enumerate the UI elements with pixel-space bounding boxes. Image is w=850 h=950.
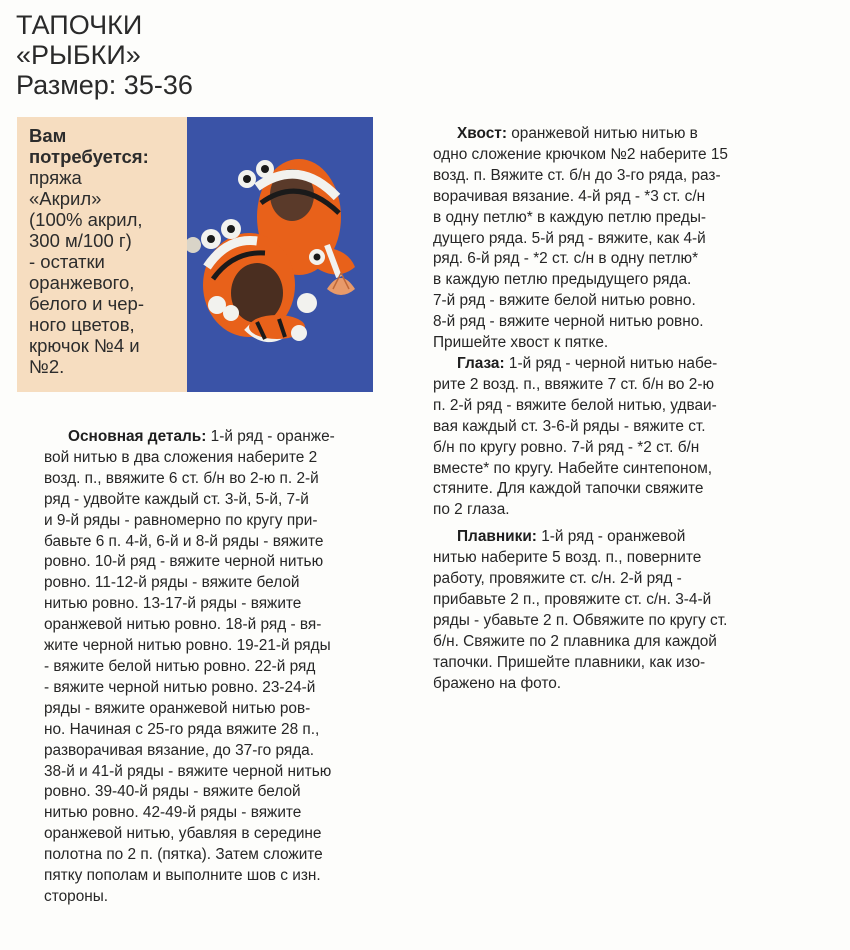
tail-heading: Хвост: <box>457 125 507 142</box>
main-part-section <box>44 427 400 908</box>
text-line: ряды - вяжите оранжевой нитью ров- <box>44 699 311 717</box>
text-line: оранжевой нитью, убавляя в середине <box>44 825 322 843</box>
text-line: вой нитью в два сложения наберите 2 <box>44 448 318 466</box>
text-line: 7-й ряд - вяжите белой нитью ровно. <box>433 292 696 310</box>
text-line: разворачивая вязание, до 37-го ряда. <box>44 741 315 759</box>
text-line: 8-й ряд - вяжите черной нитью ровно. <box>433 313 704 331</box>
materials-line: ного цветов, <box>29 314 135 335</box>
text-line: одно сложение крючком №2 наберите 15 <box>433 145 728 163</box>
main-part-first-text: 1-й ряд - оранже- <box>206 428 335 445</box>
tail-first-text: оранжевой нитью нитью в <box>506 125 698 142</box>
right-column <box>433 124 793 694</box>
materials-heading-2: потребуется: <box>29 146 149 167</box>
text-line: нитью наберите 5 возд. п., поверните <box>433 549 702 567</box>
text-line: нитью ровно. 13-17-й ряды - вяжите <box>44 595 302 613</box>
eyes-section <box>433 354 793 521</box>
text-line: ряд - удвойте каждый ст. 3-й, 5-й, 7-й <box>44 490 309 508</box>
text-line: работу, провяжите ст. с/н. 2-й ряд - <box>433 570 682 588</box>
materials-line: пряжа <box>29 167 82 188</box>
text-line: пятку пополам и выполните шов с изн. <box>44 867 321 885</box>
text-line: ряд. 6-й ряд - *2 ст. с/н в одну петлю* <box>433 250 699 268</box>
materials-line: №2. <box>29 356 65 377</box>
text-line: бавьте 6 п. 4-й, 6-й и 8-й ряды - вяжите <box>44 532 324 550</box>
text-line: возд. п. Вяжите ст. б/н до 3-го ряда, раз- <box>433 166 721 184</box>
text-line: в одну петлю* в каждую петлю преды- <box>433 208 707 226</box>
text-line: и 9-й ряды - равномерно по кругу при- <box>44 511 318 529</box>
size-line: Размер: 35-36 <box>16 70 193 100</box>
text-line: вместе* по кругу. Набейте синтепоном, <box>433 459 713 477</box>
tail-text <box>433 145 793 354</box>
text-line: дущего ряда. 5-й ряд - вяжите, как 4-й <box>433 229 706 247</box>
text-line: ровно. 10-й ряд - вяжите черной нитью <box>44 553 324 571</box>
text-line: но. Начиная с 25-го ряда вяжите 28 п., <box>44 720 320 738</box>
text-line: прибавьте 2 п., провяжите ст. с/н. 3-4-й <box>433 590 712 608</box>
text-line: б/н по кругу ровно. 7-й ряд - *2 ст. б/н <box>433 438 700 456</box>
fins-heading: Плавники: <box>457 528 537 546</box>
text-line: по 2 глаза. <box>433 501 510 519</box>
main-part-first-line <box>44 427 400 448</box>
text-line: ровно. 11-12-й ряды - вяжите белой <box>44 574 300 592</box>
text-line: п. 2-й ряд - вяжите белой нитью, удваи- <box>433 396 717 414</box>
fins-section <box>433 527 793 694</box>
slippers-illustration <box>187 117 373 392</box>
pattern-title <box>16 10 193 100</box>
eyes-heading: Глаза: <box>457 354 505 372</box>
text-line: нитью ровно. 42-49-й ряды - вяжите <box>44 804 302 822</box>
text-line: 38-й и 41-й ряды - вяжите черной нитью <box>44 762 332 780</box>
eyes-text <box>433 375 793 521</box>
text-line: стяните. Для каждой тапочки свяжите <box>433 480 704 498</box>
main-part-heading: Основная деталь: <box>68 428 207 445</box>
text-line: в каждую петлю предыдущего ряда. <box>433 271 692 289</box>
materials-heading-1: Вам <box>29 125 67 146</box>
materials-line: - остатки <box>29 251 105 272</box>
text-line: тапочки. Пришейте плавники, как изо- <box>433 653 706 671</box>
fins-first-line <box>433 527 793 548</box>
materials-line: 300 м/100 г) <box>29 230 132 251</box>
title-line-2: «РЫБКИ» <box>16 40 141 70</box>
text-line: полотна по 2 п. (пятка). Затем сложите <box>44 846 323 864</box>
eyes-first-line <box>433 354 793 375</box>
materials-line: белого и чер- <box>29 293 144 314</box>
tail-first-line <box>433 124 793 145</box>
materials-line: крючок №4 и <box>29 335 140 356</box>
text-line: б/н. Свяжите по 2 плавника для каждой <box>433 632 717 650</box>
text-line: рите 2 возд. п., ввяжите 7 ст. б/н во 2-ю <box>433 375 714 393</box>
text-line: стороны. <box>44 887 109 905</box>
text-line: бражено на фото. <box>433 674 562 692</box>
text-line: ворачивая вязание. 4-й ряд - *3 ст. с/н <box>433 187 706 205</box>
materials-line: «Акрил» <box>29 188 102 209</box>
fins-text <box>433 548 793 694</box>
eyes-first-text: 1-й ряд - черной нитью набе- <box>504 354 718 372</box>
text-line: возд. п., ввяжите 6 ст. б/н во 2-ю п. 2-й <box>44 469 319 487</box>
materials-box <box>17 117 187 392</box>
text-line: ровно. 39-40-й ряды - вяжите белой <box>44 783 301 801</box>
materials-line: (100% акрил, <box>29 209 143 230</box>
tail-section <box>433 124 793 354</box>
main-part-text <box>44 448 400 908</box>
text-line: вая каждый ст. 3-6-й ряды - вяжите ст. <box>433 417 706 435</box>
title-line-1: ТАПОЧКИ <box>16 10 143 40</box>
text-line: - вяжите белой нитью ровно. 22-й ряд <box>44 657 316 675</box>
text-line: Пришейте хвост к пятке. <box>433 334 609 352</box>
text-line: оранжевой нитью ровно. 18-й ряд - вя- <box>44 616 322 634</box>
text-line: жите черной нитью ровно. 19-21-й ряды <box>44 637 331 655</box>
slippers-photo <box>187 117 373 392</box>
materials-line: оранжевого, <box>29 272 135 293</box>
text-line: ряды - убавьте 2 п. Обвяжите по кругу ст. <box>433 611 728 629</box>
materials-list <box>29 167 181 377</box>
fins-first-text: 1-й ряд - оранжевой <box>536 528 686 546</box>
text-line: - вяжите черной нитью ровно. 23-24-й <box>44 678 316 696</box>
